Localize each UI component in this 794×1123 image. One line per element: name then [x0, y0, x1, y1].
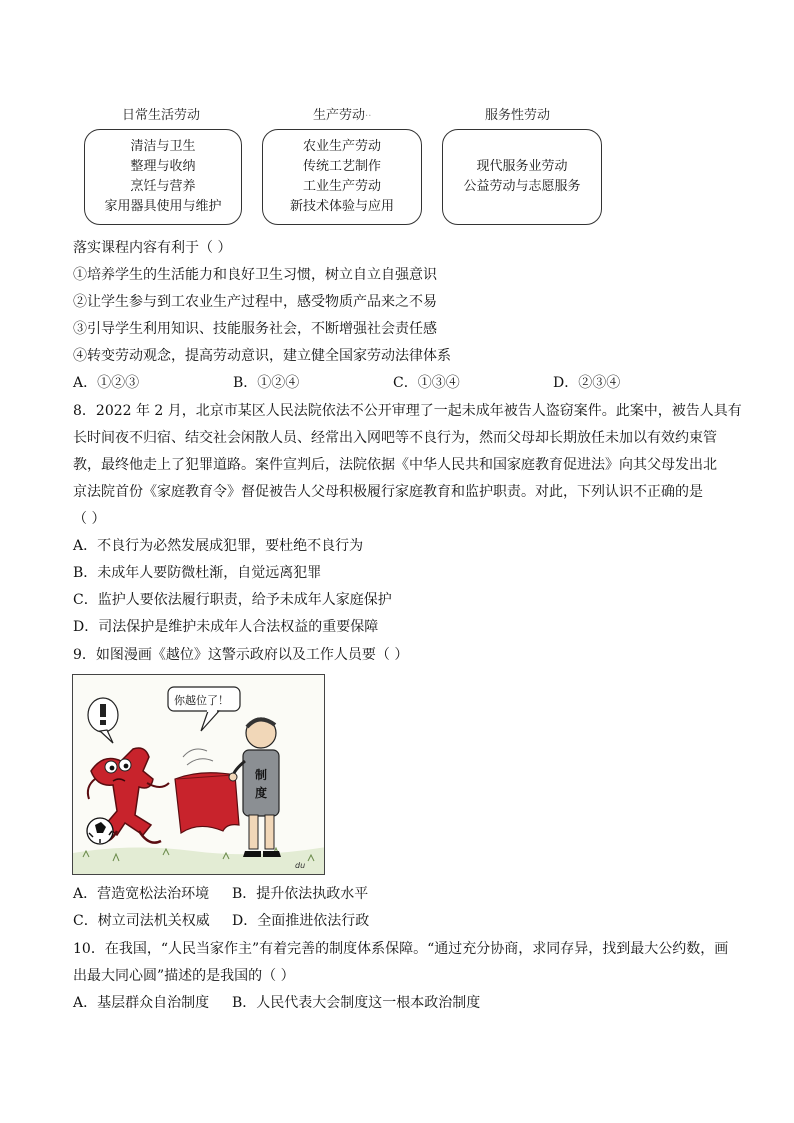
- box-item: 烹饪与营养: [130, 179, 196, 194]
- category-box-production: [262, 129, 422, 225]
- category-title-service: 服务性劳动: [485, 108, 551, 123]
- answer-option-b[interactable]: B．人民代表大会制度这一根本政治制度: [232, 995, 481, 1011]
- answer-option-d[interactable]: D．全面推进依法行政: [232, 913, 370, 929]
- category-title-production: 生产劳动··: [313, 108, 372, 123]
- box-item: 公益劳动与志愿服务: [463, 179, 581, 194]
- answer-option-b[interactable]: B．①②④: [233, 375, 300, 391]
- box-item: 传统工艺制作: [302, 159, 381, 174]
- category-title-daily-life: 日常生活劳动: [122, 108, 201, 123]
- box-item: 现代服务业劳动: [476, 159, 568, 174]
- question-text: 长时间夜不归宿、结交社会闲散人员、经常出入网吧等不良行为，然而父母却长期放任未加以有效约束管: [73, 430, 717, 446]
- artist-signature: du: [295, 861, 306, 870]
- box-item: 农业生产劳动: [302, 139, 381, 154]
- answer-option-b[interactable]: B．未成年人要防微杜渐，自觉远离犯罪: [73, 565, 322, 581]
- answer-option-c[interactable]: C．监护人要依法履行职责，给予未成年人家庭保护: [73, 592, 392, 608]
- box-item: 新技术体验与应用: [289, 199, 394, 214]
- statement: ③引导学生利用知识、技能服务社会，不断增强社会责任感: [73, 321, 437, 337]
- question-text: （ ）: [73, 511, 106, 527]
- question-text: 教，最终他走上了犯罪道路。案件宣判后，法院依据《中华人民共和国家庭教育促进法》向其父母发出北: [73, 457, 717, 473]
- category-box-service: [442, 129, 602, 225]
- question-text: 8．2022 年 2 月，北京市某区人民法院依法不公开审理了一起未成年被告人盗窃案件。此案中，被告人具有: [73, 403, 742, 419]
- box-item: 整理与收纳: [130, 159, 196, 174]
- statement: ①培养学生的生活能力和良好卫生习惯，树立自立自强意识: [73, 267, 437, 283]
- answer-option-a[interactable]: A．不良行为必然发展成犯罪，要杜绝不良行为: [73, 538, 364, 554]
- question-text: 出最大同心圆”描述的是我国的（ ）: [73, 968, 295, 984]
- question-stem: 9．如图漫画《越位》这警示政府以及工作人员要（ ）: [73, 647, 409, 663]
- answer-option-a[interactable]: A．营造宽松法治环境: [73, 886, 210, 902]
- answer-option-d[interactable]: D．司法保护是维护未成年人合法权益的重要保障: [73, 619, 379, 635]
- answer-option-a[interactable]: A．基层群众自治制度: [73, 995, 210, 1011]
- speech-bubble-text: 你越位了！: [174, 694, 229, 707]
- question-text: 京法院首份《家庭教育令》督促被告人父母积极履行家庭教育和监护职责。对此，下列认识不正确的是: [73, 484, 703, 500]
- box-item: 清洁与卫生: [130, 139, 196, 154]
- box-item: 工业生产劳动: [302, 179, 381, 194]
- statement: ②让学生参与到工农业生产过程中，感受物质产品来之不易: [73, 294, 437, 310]
- statement: ④转变劳动观念，提高劳动意识，建立健全国家劳动法律体系: [73, 348, 451, 364]
- question-text: 10．在我国，“人民当家作主”有着完善的制度体系保障。“通过充分协商，求同存异，找到最大公约数，画: [73, 941, 729, 957]
- box-item: 家用器具使用与维护: [104, 199, 222, 214]
- category-box-daily-life: [84, 129, 242, 225]
- answer-option-d[interactable]: D．②③④: [553, 375, 621, 391]
- comic-offside-illustration: [72, 674, 325, 875]
- answer-option-c[interactable]: C．树立司法机关权威: [73, 913, 210, 929]
- answer-option-c[interactable]: C．①③④: [393, 375, 460, 391]
- comic-drawing: [73, 675, 325, 875]
- vest-text-1: 制: [255, 768, 268, 782]
- answer-option-b[interactable]: B．提升依法执政水平: [232, 886, 369, 902]
- vest-text-2: 度: [255, 786, 268, 800]
- question-stem: 落实课程内容有利于（ ）: [73, 240, 232, 256]
- answer-option-a[interactable]: A．①②③: [73, 375, 140, 391]
